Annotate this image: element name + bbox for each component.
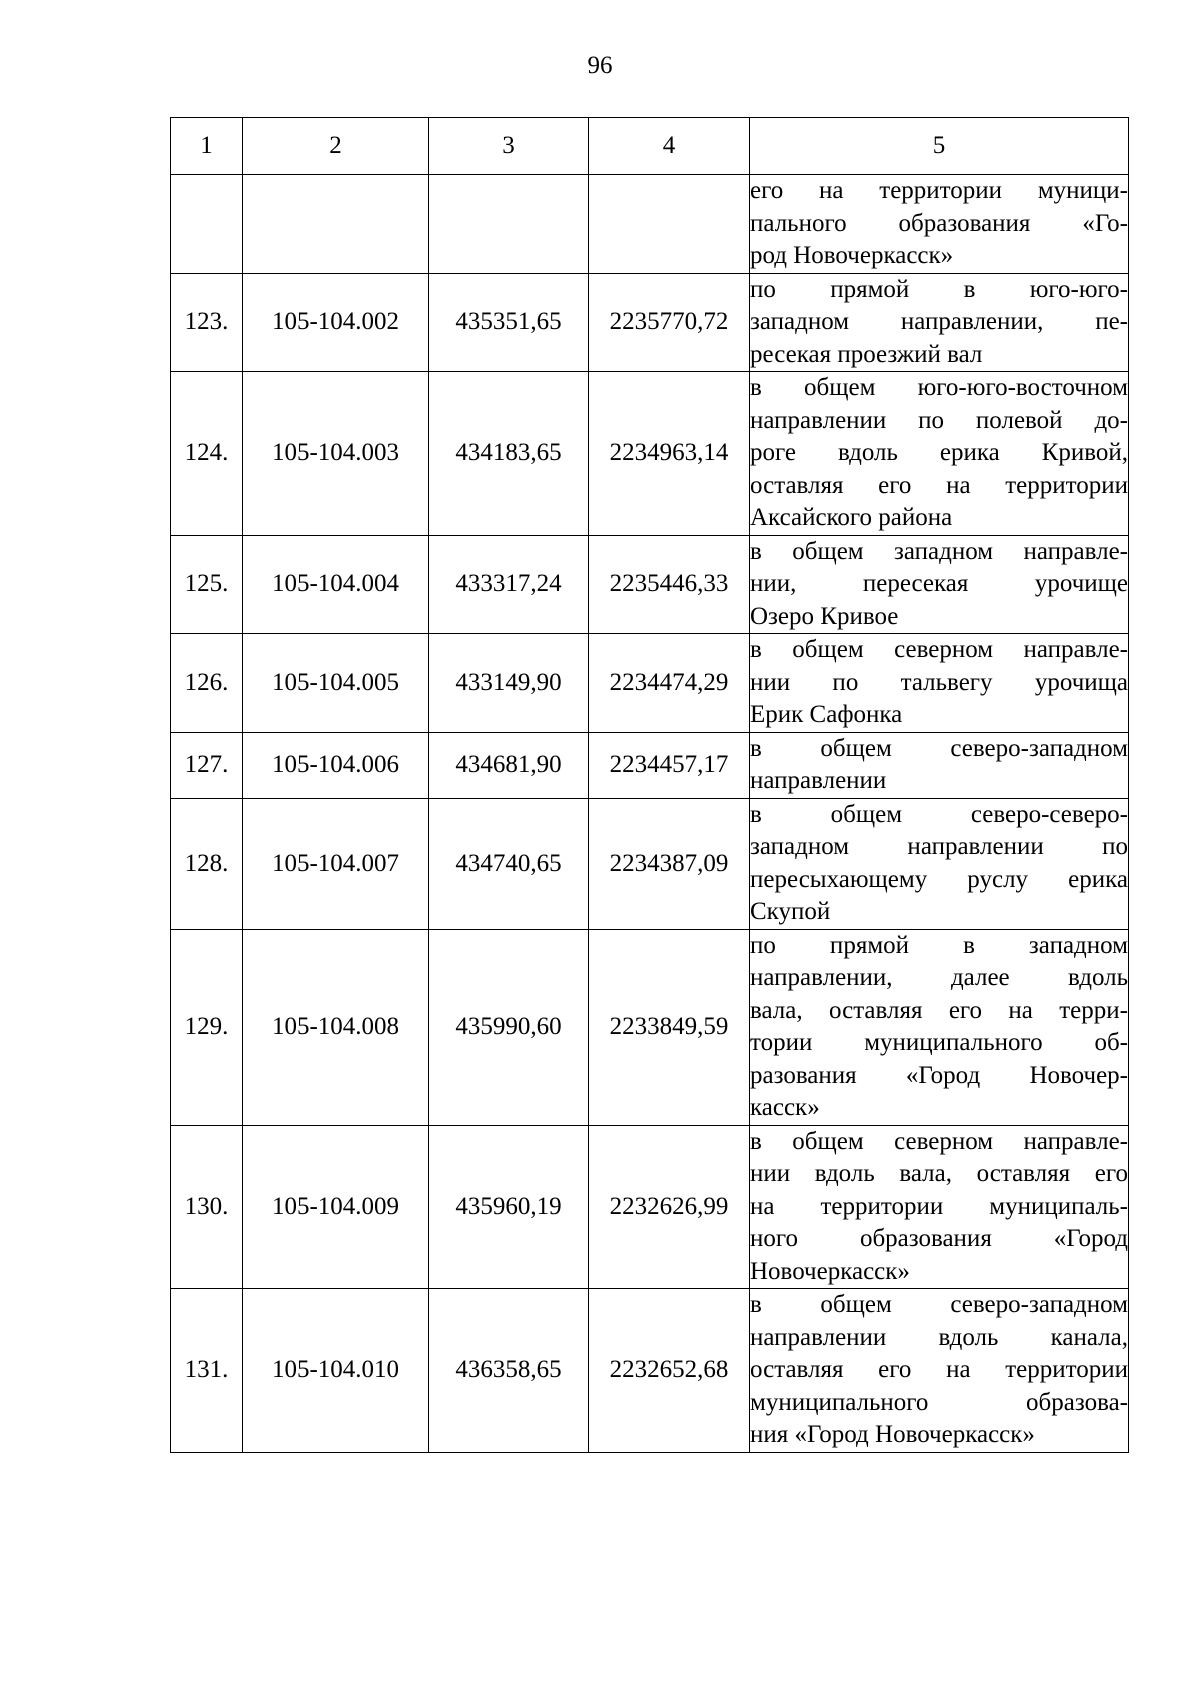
boundary-description-cell <box>750 372 1129 536</box>
description-line: нии по тальвегу урочища <box>750 668 1128 696</box>
x-coordinate-cell: 435960,19 <box>429 1125 589 1289</box>
y-coordinate-cell: 2235770,72 <box>589 273 750 372</box>
description-line: разования «Город Новочер- <box>750 1061 1128 1089</box>
y-coordinate-cell: 2234474,29 <box>589 634 750 733</box>
table-row <box>171 372 1129 536</box>
description-line: пального образования «Го- <box>750 209 1128 237</box>
description-line: направлении <box>750 767 887 794</box>
description-line: направлении по полевой до- <box>750 406 1128 434</box>
header-cell-col-2: 2 <box>243 118 429 175</box>
table-row <box>171 798 1129 929</box>
table-body <box>171 175 1129 1453</box>
point-code-cell: 105-104.003 <box>243 372 429 536</box>
description-line: пересыхающему руслу ерика <box>750 865 1128 893</box>
description-line: тории муниципального об- <box>750 1029 1128 1056</box>
description-line: оставляя его на территории <box>750 1356 1128 1383</box>
description-line: ного образования «Город <box>750 1225 1128 1252</box>
boundary-description-cell <box>750 732 1129 798</box>
row-number-cell: 129. <box>171 929 243 1125</box>
x-coordinate-cell: 436358,65 <box>429 1289 589 1453</box>
description-line: Аксайского района <box>750 504 953 531</box>
header-cell-col-3: 3 <box>429 118 589 175</box>
table-row <box>171 929 1129 1125</box>
description-line: западном направлении по <box>750 833 1128 860</box>
y-coordinate-cell: 2234963,14 <box>589 372 750 536</box>
point-code-cell: 105-104.005 <box>243 634 429 733</box>
description-line: оставляя его на территории <box>750 471 1128 499</box>
point-code-cell: 105-104.008 <box>243 929 429 1125</box>
description-line: направлении вдоль канала, <box>750 1323 1128 1351</box>
description-line: в общем западном направле- <box>750 537 1128 565</box>
row-number-cell: 130. <box>171 1125 243 1289</box>
point-code-cell: 105-104.010 <box>243 1289 429 1453</box>
description-line: Озеро Кривое <box>750 602 899 630</box>
point-code-cell: 105-104.009 <box>243 1125 429 1289</box>
row-number-cell <box>171 175 243 274</box>
x-coordinate-cell: 435351,65 <box>429 273 589 372</box>
description-line: ния «Город Новочеркасск» <box>750 1421 1035 1448</box>
boundary-description-cell <box>750 273 1129 372</box>
table-row <box>171 634 1129 733</box>
description-line: по прямой в западном <box>750 931 1128 959</box>
y-coordinate-cell: 2232652,68 <box>589 1289 750 1453</box>
y-coordinate-cell: 2232626,99 <box>589 1125 750 1289</box>
description-line: нии вдоль вала, оставляя его <box>750 1160 1128 1187</box>
x-coordinate-cell: 433317,24 <box>429 535 589 634</box>
x-coordinate-cell: 434681,90 <box>429 732 589 798</box>
y-coordinate-cell: 2234457,17 <box>589 732 750 798</box>
table-row <box>171 1125 1129 1289</box>
point-code-cell: 105-104.002 <box>243 273 429 372</box>
description-line: нии, пересекая урочище <box>750 570 1128 597</box>
point-code-cell: 105-104.007 <box>243 798 429 929</box>
description-line: вала, оставляя его на терри- <box>750 996 1128 1024</box>
description-line: ресекая проезжий вал <box>750 340 983 368</box>
boundary-description-cell <box>750 634 1129 733</box>
row-number-cell: 126. <box>171 634 243 733</box>
x-coordinate-cell: 434183,65 <box>429 372 589 536</box>
table-row <box>171 273 1129 372</box>
page-number: 96 <box>587 52 613 79</box>
table-header-row <box>171 118 1129 175</box>
x-coordinate-cell: 435990,60 <box>429 929 589 1125</box>
boundary-description-cell <box>750 929 1129 1125</box>
header-cell-col-1: 1 <box>171 118 243 175</box>
row-number-cell: 131. <box>171 1289 243 1453</box>
description-line: в общем северо-северо- <box>750 800 1128 828</box>
boundary-points-table <box>170 117 1129 1453</box>
description-line: Ерик Сафонка <box>750 701 903 728</box>
header-cell-col-4: 4 <box>589 118 750 175</box>
row-number-cell: 124. <box>171 372 243 536</box>
x-coordinate-cell <box>429 175 589 274</box>
description-line: в общем северо-западном <box>750 1291 1128 1318</box>
description-line: род Новочеркасск» <box>750 242 954 269</box>
y-coordinate-cell: 2235446,33 <box>589 535 750 634</box>
table-row <box>171 1289 1129 1453</box>
description-line: западном направлении, пе- <box>750 308 1128 335</box>
description-line: касск» <box>750 1094 820 1121</box>
boundary-description-cell <box>750 1125 1129 1289</box>
y-coordinate-cell <box>589 175 750 274</box>
description-line: его на территории муници- <box>750 177 1128 204</box>
description-line: в общем северо-западном <box>750 734 1128 762</box>
point-code-cell <box>243 175 429 274</box>
y-coordinate-cell: 2233849,59 <box>589 929 750 1125</box>
y-coordinate-cell: 2234387,09 <box>589 798 750 929</box>
description-line: Новочеркасск» <box>750 1257 910 1285</box>
description-line: направлении, далее вдоль <box>750 964 1128 991</box>
boundary-description-cell <box>750 798 1129 929</box>
description-line: по прямой в юго-юго- <box>750 275 1128 303</box>
row-number-cell: 125. <box>171 535 243 634</box>
row-number-cell: 123. <box>171 273 243 372</box>
row-number-cell: 127. <box>171 732 243 798</box>
boundary-description-cell <box>750 535 1129 634</box>
x-coordinate-cell: 433149,90 <box>429 634 589 733</box>
description-line: в общем северном направле- <box>750 1127 1128 1155</box>
point-code-cell: 105-104.006 <box>243 732 429 798</box>
x-coordinate-cell: 434740,65 <box>429 798 589 929</box>
boundary-description-cell <box>750 1289 1129 1453</box>
description-line: Скупой <box>750 898 831 925</box>
description-line: роге вдоль ерика Кривой, <box>750 439 1128 466</box>
boundary-description-cell <box>750 175 1129 274</box>
description-line: муниципального образова- <box>750 1388 1128 1416</box>
point-code-cell: 105-104.004 <box>243 535 429 634</box>
row-number-cell: 128. <box>171 798 243 929</box>
table-row <box>171 175 1129 274</box>
description-line: в общем северном направле- <box>750 636 1128 663</box>
table-row <box>171 535 1129 634</box>
table-row <box>171 732 1129 798</box>
description-line: на территории муниципаль- <box>750 1192 1128 1220</box>
description-line: в общем юго-юго-восточном <box>750 374 1128 401</box>
header-cell-col-5: 5 <box>750 118 1129 175</box>
